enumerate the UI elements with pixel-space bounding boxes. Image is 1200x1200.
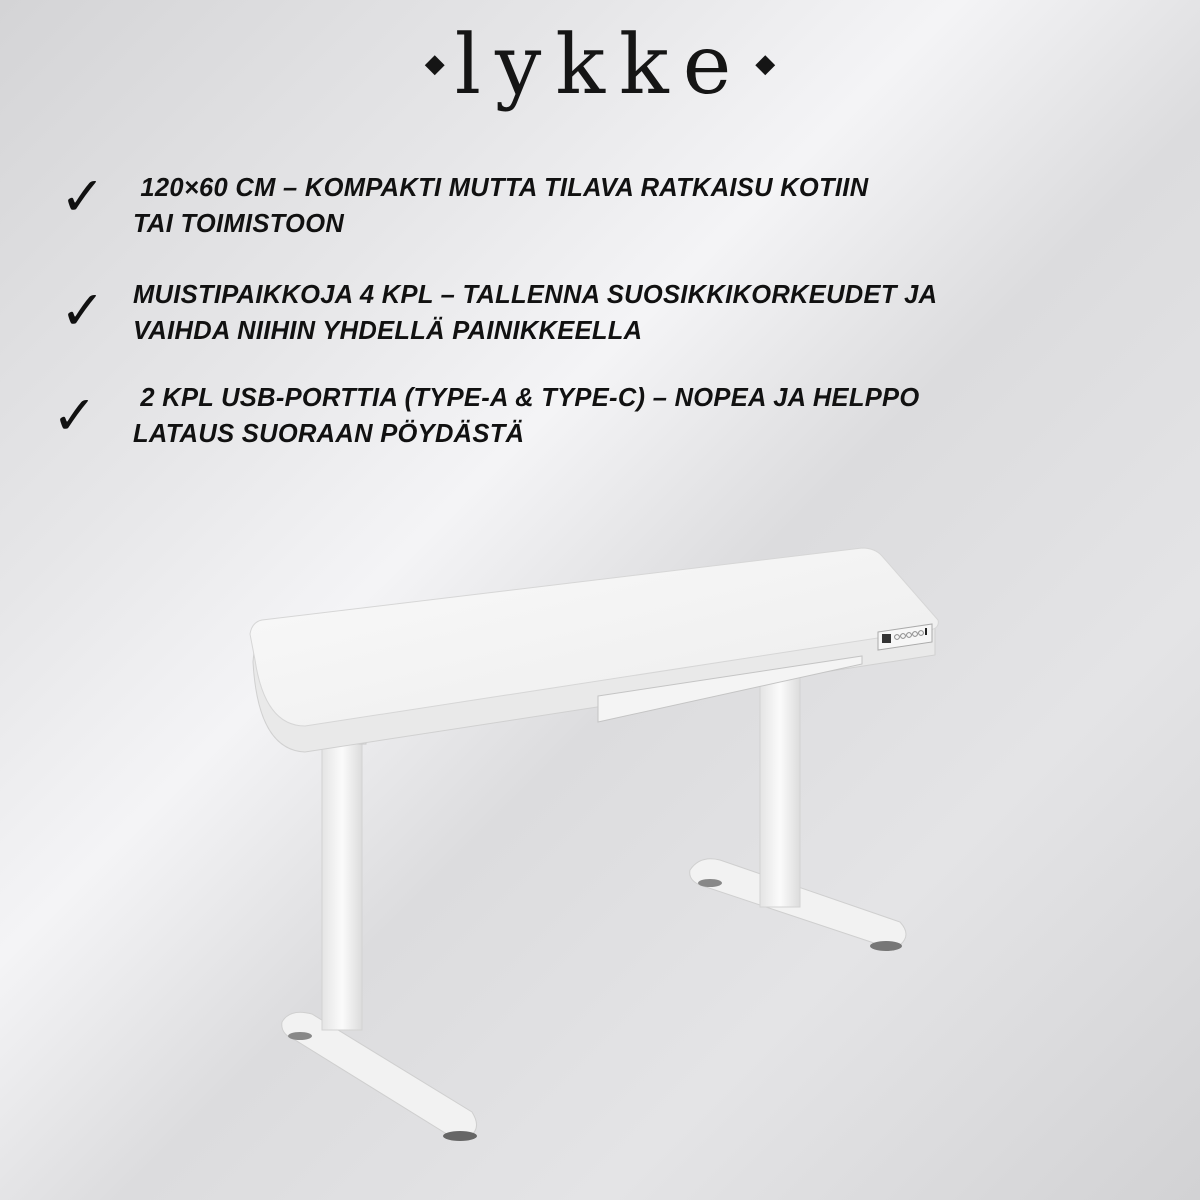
usb-port-icon [925,628,927,635]
feature-text: MUISTIPAIKKOJA 4 KPL – TALLENNA SUOSIKKIKORKEUDET JA VAIHDA NIIHIN YHDELLÄ PAINIKKEELLA [133,281,938,345]
right-leg [760,675,800,907]
feature-text: 2 KPL USB-PORTTIA (TYPE-A & TYPE-C) – NOPEA JA HELPPO LATAUS SUORAAN PÖYDÄSTÄ [133,384,920,448]
checkmark-icon: ✓ [60,279,106,342]
checkmark-icon: ✓ [60,165,106,228]
feature-text: 120×60 CM – KOMPAKTI MUTTA TILAVA RATKAISU KOTIIN TAI TOIMISTOON [133,174,869,238]
brand-logo: ◆ lykke ◆ [424,18,776,113]
left-foot [282,1012,477,1141]
display-icon [882,634,891,643]
checkmark-icon: ✓ [52,384,98,447]
left-leg [322,712,362,1030]
